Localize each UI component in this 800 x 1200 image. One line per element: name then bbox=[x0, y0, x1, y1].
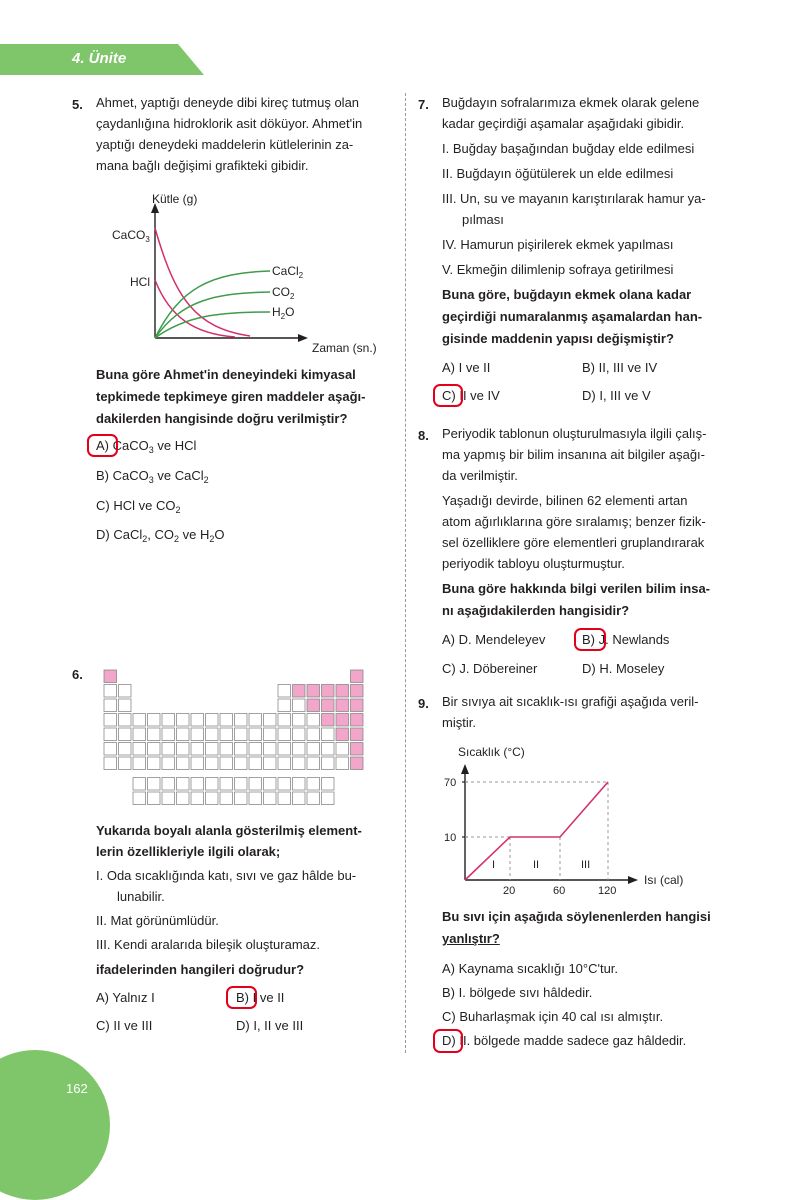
periodic-cell bbox=[177, 743, 190, 756]
q8-stem-line-1: Periyodik tablonun oluşturulmasıyla ilgili çalış- bbox=[442, 426, 707, 441]
q6-question-line-1: Yukarıda boyalı alanla gösterilmiş element- bbox=[96, 823, 362, 838]
q7-stem-line-2: kadar geçirdiği aşamalar aşağıdaki gibidir. bbox=[442, 116, 685, 131]
q8-info-line-3: sel özelliklere göre elementleri gruplandırarak bbox=[442, 535, 705, 550]
q8-number: 8. bbox=[418, 428, 429, 443]
periodic-cell bbox=[351, 714, 364, 727]
q5-answer-mark bbox=[87, 434, 118, 457]
periodic-cell bbox=[336, 685, 349, 698]
q9-region-1: I bbox=[492, 859, 496, 871]
periodic-cell bbox=[162, 714, 175, 727]
periodic-cell bbox=[235, 728, 248, 741]
periodic-cell bbox=[206, 728, 219, 741]
q9-stem-line-2: miştir. bbox=[442, 715, 476, 730]
periodic-cell bbox=[293, 792, 306, 805]
q8-info-line-4: periyodik tabloyu oluşturmuştur. bbox=[442, 556, 625, 571]
periodic-cell bbox=[148, 778, 161, 791]
q6-statement-2: II. Mat görünümlüdür. bbox=[96, 913, 219, 928]
periodic-cell bbox=[119, 728, 132, 741]
periodic-cell bbox=[119, 757, 132, 770]
q5-label-h2o: $H_2O$ bbox=[272, 305, 295, 321]
periodic-cell bbox=[264, 728, 277, 741]
periodic-cell bbox=[177, 778, 190, 791]
unit-title: 4. Ünite bbox=[72, 50, 127, 67]
periodic-cell bbox=[249, 728, 262, 741]
periodic-cell bbox=[104, 728, 117, 741]
q9-x-label: Isı (cal) bbox=[644, 873, 684, 887]
periodic-cell bbox=[133, 778, 146, 791]
periodic-cell bbox=[351, 699, 364, 712]
periodic-cell bbox=[264, 778, 277, 791]
q8-option-c[interactable]: C) J. Döbereiner bbox=[442, 661, 538, 676]
unit-header bbox=[0, 44, 210, 75]
periodic-cell bbox=[264, 714, 277, 727]
periodic-cell bbox=[235, 757, 248, 770]
q5-label-hcl: HCl bbox=[130, 275, 150, 289]
periodic-cell bbox=[133, 728, 146, 741]
q9-y-tick-70: 70 bbox=[444, 777, 457, 789]
q7-step-1: I. Buğday başağından buğday elde edilmesi bbox=[442, 141, 695, 156]
q5-stem-line-2: çaydanlığına hidroklorik asit döküyor. Ahmet'in bbox=[96, 116, 363, 131]
q8-question-line-1: Buna göre hakkında bilgi verilen bilim insa- bbox=[442, 581, 711, 596]
periodic-cell bbox=[307, 699, 320, 712]
page-number: 162 bbox=[66, 1081, 88, 1096]
q5-stem-line-4: mana bağlı değişimi grafikteki gibidir. bbox=[96, 158, 309, 173]
q8-stem-line-3: da verilmiştir. bbox=[442, 468, 518, 483]
periodic-cell bbox=[191, 792, 204, 805]
periodic-cell bbox=[336, 728, 349, 741]
q6-option-b[interactable]: B) I ve II bbox=[236, 990, 285, 1005]
periodic-cell bbox=[104, 743, 117, 756]
q6-prompt: ifadelerinden hangileri doğrudur? bbox=[96, 962, 305, 977]
periodic-cell bbox=[307, 743, 320, 756]
periodic-cell bbox=[206, 792, 219, 805]
periodic-cell bbox=[278, 792, 291, 805]
q7-question-line-1: Buna göre, buğdayın ekmek olana kadar bbox=[442, 287, 692, 302]
periodic-cell bbox=[249, 792, 262, 805]
q9-y-arrow bbox=[461, 764, 469, 774]
periodic-cell bbox=[148, 728, 161, 741]
periodic-cell bbox=[351, 757, 364, 770]
periodic-cell bbox=[177, 714, 190, 727]
q5-question-line-1: Buna göre Ahmet'in deneyindeki kimyasal bbox=[96, 367, 356, 382]
periodic-cell bbox=[220, 728, 233, 741]
q7-step-3-cont: pılması bbox=[462, 212, 504, 227]
periodic-cell bbox=[162, 728, 175, 741]
periodic-cell bbox=[177, 757, 190, 770]
q9-question-line-2: yanlıştır? bbox=[442, 931, 500, 946]
periodic-cell bbox=[220, 757, 233, 770]
periodic-cell bbox=[206, 778, 219, 791]
periodic-cell bbox=[293, 685, 306, 698]
q7-stem-line-1: Buğdayın sofralarımıza ekmek olarak gelene bbox=[442, 95, 700, 110]
q8-option-d[interactable]: D) H. Moseley bbox=[582, 661, 665, 676]
q9-x-arrow bbox=[628, 876, 638, 884]
q9-option-d[interactable]: D) II. bölgede madde sadece gaz hâldedir. bbox=[442, 1033, 687, 1048]
periodic-cell bbox=[293, 714, 306, 727]
periodic-cell bbox=[351, 685, 364, 698]
periodic-cell bbox=[322, 685, 335, 698]
q5-y-label: Kütle (g) bbox=[152, 192, 198, 206]
q8-option-b[interactable]: B) J. Newlands bbox=[582, 632, 670, 647]
page-number-badge bbox=[0, 1050, 110, 1200]
periodic-cell bbox=[278, 714, 291, 727]
periodic-cell bbox=[249, 757, 262, 770]
q6-answer-mark bbox=[226, 986, 257, 1009]
periodic-cell bbox=[104, 699, 117, 712]
q5-stem-line-3: yaptığı deneydeki maddelerin kütlelerinin za- bbox=[96, 137, 354, 152]
periodic-cell bbox=[278, 743, 291, 756]
periodic-cell bbox=[191, 778, 204, 791]
periodic-cell bbox=[278, 757, 291, 770]
q5-label-co2: $CO_2$ bbox=[272, 285, 295, 301]
periodic-cell bbox=[307, 714, 320, 727]
q9-region-2: II bbox=[533, 859, 540, 871]
q8-question-line-2: nı aşağıdakilerden hangisidir? bbox=[442, 603, 630, 618]
periodic-cell bbox=[148, 743, 161, 756]
q9-y-label: Sıcaklık (°C) bbox=[458, 745, 525, 759]
periodic-cell bbox=[293, 743, 306, 756]
periodic-cell bbox=[191, 728, 204, 741]
q6-option-a[interactable]: A) Yalnız I bbox=[96, 990, 155, 1005]
periodic-cell bbox=[278, 685, 291, 698]
periodic-cell bbox=[322, 728, 335, 741]
periodic-cell bbox=[133, 714, 146, 727]
q7-question-line-3: gisinde maddenin yapısı değişmiştir? bbox=[442, 331, 674, 346]
periodic-cell bbox=[278, 728, 291, 741]
periodic-cell bbox=[322, 714, 335, 727]
periodic-cell bbox=[119, 699, 132, 712]
q9-question-line-1: Bu sıvı için aşağıda söylenenlerden hangisi bbox=[442, 909, 711, 924]
q6-number: 6. bbox=[72, 667, 83, 682]
periodic-cell bbox=[119, 685, 132, 698]
periodic-cell bbox=[177, 792, 190, 805]
periodic-cell bbox=[133, 743, 146, 756]
q5-question-line-2: tepkimede tepkimeye giren maddeler aşağı- bbox=[96, 389, 366, 404]
periodic-cell bbox=[191, 757, 204, 770]
q8-info-line-2: atom ağırlıklarına göre sıralamış; benzer fizik- bbox=[442, 514, 706, 529]
column-divider bbox=[405, 93, 406, 1053]
periodic-cell bbox=[322, 699, 335, 712]
periodic-cell bbox=[162, 743, 175, 756]
q7-option-a[interactable]: A) I ve II bbox=[442, 360, 491, 375]
q5-option-b[interactable]: B) CaCO$_3$ ve CaCl$_2$ bbox=[96, 468, 209, 485]
q9-region-3: III bbox=[581, 859, 591, 871]
periodic-cell bbox=[235, 714, 248, 727]
q9-y-tick-10: 10 bbox=[444, 832, 457, 844]
periodic-cell bbox=[322, 778, 335, 791]
periodic-cell bbox=[206, 743, 219, 756]
q8-info-line-1: Yaşadığı devirde, bilinen 62 elementi artan bbox=[442, 493, 688, 508]
q6-option-c[interactable]: C) II ve III bbox=[96, 1018, 153, 1033]
periodic-cell bbox=[220, 792, 233, 805]
q5-label-caco3: CaCO$_3$ bbox=[112, 228, 150, 244]
q9-x-tick-20: 20 bbox=[503, 885, 516, 897]
q5-x-label: Zaman (sn.) bbox=[312, 341, 377, 355]
periodic-cell bbox=[104, 757, 117, 770]
periodic-cell bbox=[104, 714, 117, 727]
q9-option-b[interactable]: B) I. bölgede sıvı hâldedir. bbox=[442, 985, 593, 1000]
periodic-cell bbox=[307, 778, 320, 791]
q9-number: 9. bbox=[418, 696, 429, 711]
q5-question-line-3: dakilerden hangisinde doğru verilmiştir? bbox=[96, 411, 348, 426]
q7-option-d[interactable]: D) I, III ve V bbox=[582, 388, 651, 403]
periodic-cell bbox=[249, 714, 262, 727]
periodic-cell bbox=[191, 714, 204, 727]
periodic-cell bbox=[133, 792, 146, 805]
q6-statement-3: III. Kendi aralarıda bileşik oluşturamaz. bbox=[96, 937, 320, 952]
q6-statement-1-cont: lunabilir. bbox=[117, 889, 165, 904]
periodic-cell bbox=[162, 792, 175, 805]
periodic-cell bbox=[133, 757, 146, 770]
periodic-cell bbox=[351, 728, 364, 741]
q8-answer-mark bbox=[574, 628, 606, 651]
periodic-cell bbox=[351, 670, 364, 683]
periodic-cell bbox=[322, 757, 335, 770]
periodic-cell bbox=[264, 757, 277, 770]
q9-option-c[interactable]: C) Buharlaşmak için 40 cal ısı almıştır. bbox=[442, 1009, 664, 1024]
q5-option-a[interactable]: A) CaCO$_3$ ve HCl bbox=[96, 438, 197, 455]
periodic-cell bbox=[307, 728, 320, 741]
q7-step-3: III. Un, su ve mayanın karıştırılarak hamur ya- bbox=[442, 191, 706, 206]
periodic-cell bbox=[264, 792, 277, 805]
periodic-cell bbox=[336, 699, 349, 712]
q7-step-4: IV. Hamurun pişirilerek ekmek yapılması bbox=[442, 237, 674, 252]
q9-temperature-heat-graph bbox=[430, 740, 700, 900]
q5-number: 5. bbox=[72, 97, 83, 112]
periodic-cell bbox=[322, 792, 335, 805]
q6-periodic-table bbox=[100, 666, 390, 811]
q5-option-c[interactable]: C) HCl ve $CO_2$ bbox=[96, 498, 181, 515]
q8-stem-line-2: ma yapmış bir bilim insanına ait bilgiler aşağı- bbox=[442, 447, 705, 462]
periodic-cell bbox=[177, 728, 190, 741]
q5-option-d[interactable]: D) CaCl$_2$, $CO_2$ ve $H_2O$ bbox=[96, 527, 225, 544]
periodic-cell bbox=[220, 714, 233, 727]
periodic-cell bbox=[293, 757, 306, 770]
periodic-cell bbox=[278, 778, 291, 791]
q6-statement-1: I. Oda sıcaklığında katı, sıvı ve gaz hâlde bu- bbox=[96, 868, 357, 883]
periodic-cell bbox=[235, 743, 248, 756]
periodic-cell bbox=[148, 757, 161, 770]
q7-answer-mark bbox=[433, 384, 463, 407]
periodic-cell bbox=[336, 714, 349, 727]
periodic-cell bbox=[307, 792, 320, 805]
periodic-cell bbox=[278, 699, 291, 712]
periodic-cell bbox=[307, 757, 320, 770]
periodic-cell bbox=[351, 743, 364, 756]
periodic-cell bbox=[336, 757, 349, 770]
q5-stem-line-1: Ahmet, yaptığı deneyde dibi kireç tutmuş olan bbox=[96, 95, 360, 110]
periodic-cell bbox=[235, 792, 248, 805]
periodic-cell bbox=[322, 743, 335, 756]
q5-label-cacl2: CaCl$_2$ bbox=[272, 264, 304, 280]
periodic-cell bbox=[162, 757, 175, 770]
periodic-cell bbox=[148, 792, 161, 805]
periodic-cell bbox=[206, 757, 219, 770]
q7-question-line-2: geçirdiği numaralanmış aşamalardan han- bbox=[442, 309, 703, 324]
q7-number: 7. bbox=[418, 97, 429, 112]
periodic-cell bbox=[293, 778, 306, 791]
q8-option-a[interactable]: A) D. Mendeleyev bbox=[442, 632, 546, 647]
periodic-cell bbox=[104, 670, 117, 683]
periodic-cell bbox=[191, 743, 204, 756]
q7-option-b[interactable]: B) II, III ve IV bbox=[582, 360, 658, 375]
periodic-cell bbox=[206, 714, 219, 727]
q9-x-tick-120: 120 bbox=[598, 885, 617, 897]
periodic-cell bbox=[119, 714, 132, 727]
q7-step-5: V. Ekmeğin dilimlenip sofraya getirilmesi bbox=[442, 262, 674, 277]
periodic-cell bbox=[249, 743, 262, 756]
q9-answer-mark bbox=[433, 1029, 463, 1053]
q9-stem-line-1: Bir sıvıya ait sıcaklık-ısı grafiği aşağıda veril- bbox=[442, 694, 699, 709]
periodic-cell bbox=[293, 728, 306, 741]
q9-x-tick-60: 60 bbox=[553, 885, 566, 897]
periodic-cell bbox=[119, 743, 132, 756]
periodic-cell bbox=[220, 743, 233, 756]
q9-option-a[interactable]: A) Kaynama sıcaklığı 10°C'tur. bbox=[442, 961, 619, 976]
periodic-cell bbox=[307, 685, 320, 698]
q5-mass-time-graph bbox=[100, 188, 400, 358]
periodic-cell bbox=[235, 778, 248, 791]
q6-option-d[interactable]: D) I, II ve III bbox=[236, 1018, 304, 1033]
q7-step-2: II. Buğdayın öğütülerek un elde edilmesi bbox=[442, 166, 674, 181]
periodic-cell bbox=[336, 743, 349, 756]
q7-option-c[interactable]: C) II ve IV bbox=[442, 388, 500, 403]
periodic-cell bbox=[162, 778, 175, 791]
periodic-cell bbox=[264, 743, 277, 756]
q6-question-line-2: lerin özellikleriyle ilgili olarak; bbox=[96, 844, 281, 859]
q5-x-arrow bbox=[298, 334, 308, 342]
q5-curve-caco3 bbox=[155, 228, 250, 336]
periodic-cell bbox=[220, 778, 233, 791]
periodic-cell bbox=[148, 714, 161, 727]
periodic-cell bbox=[293, 699, 306, 712]
periodic-cell bbox=[104, 685, 117, 698]
periodic-cell bbox=[249, 778, 262, 791]
